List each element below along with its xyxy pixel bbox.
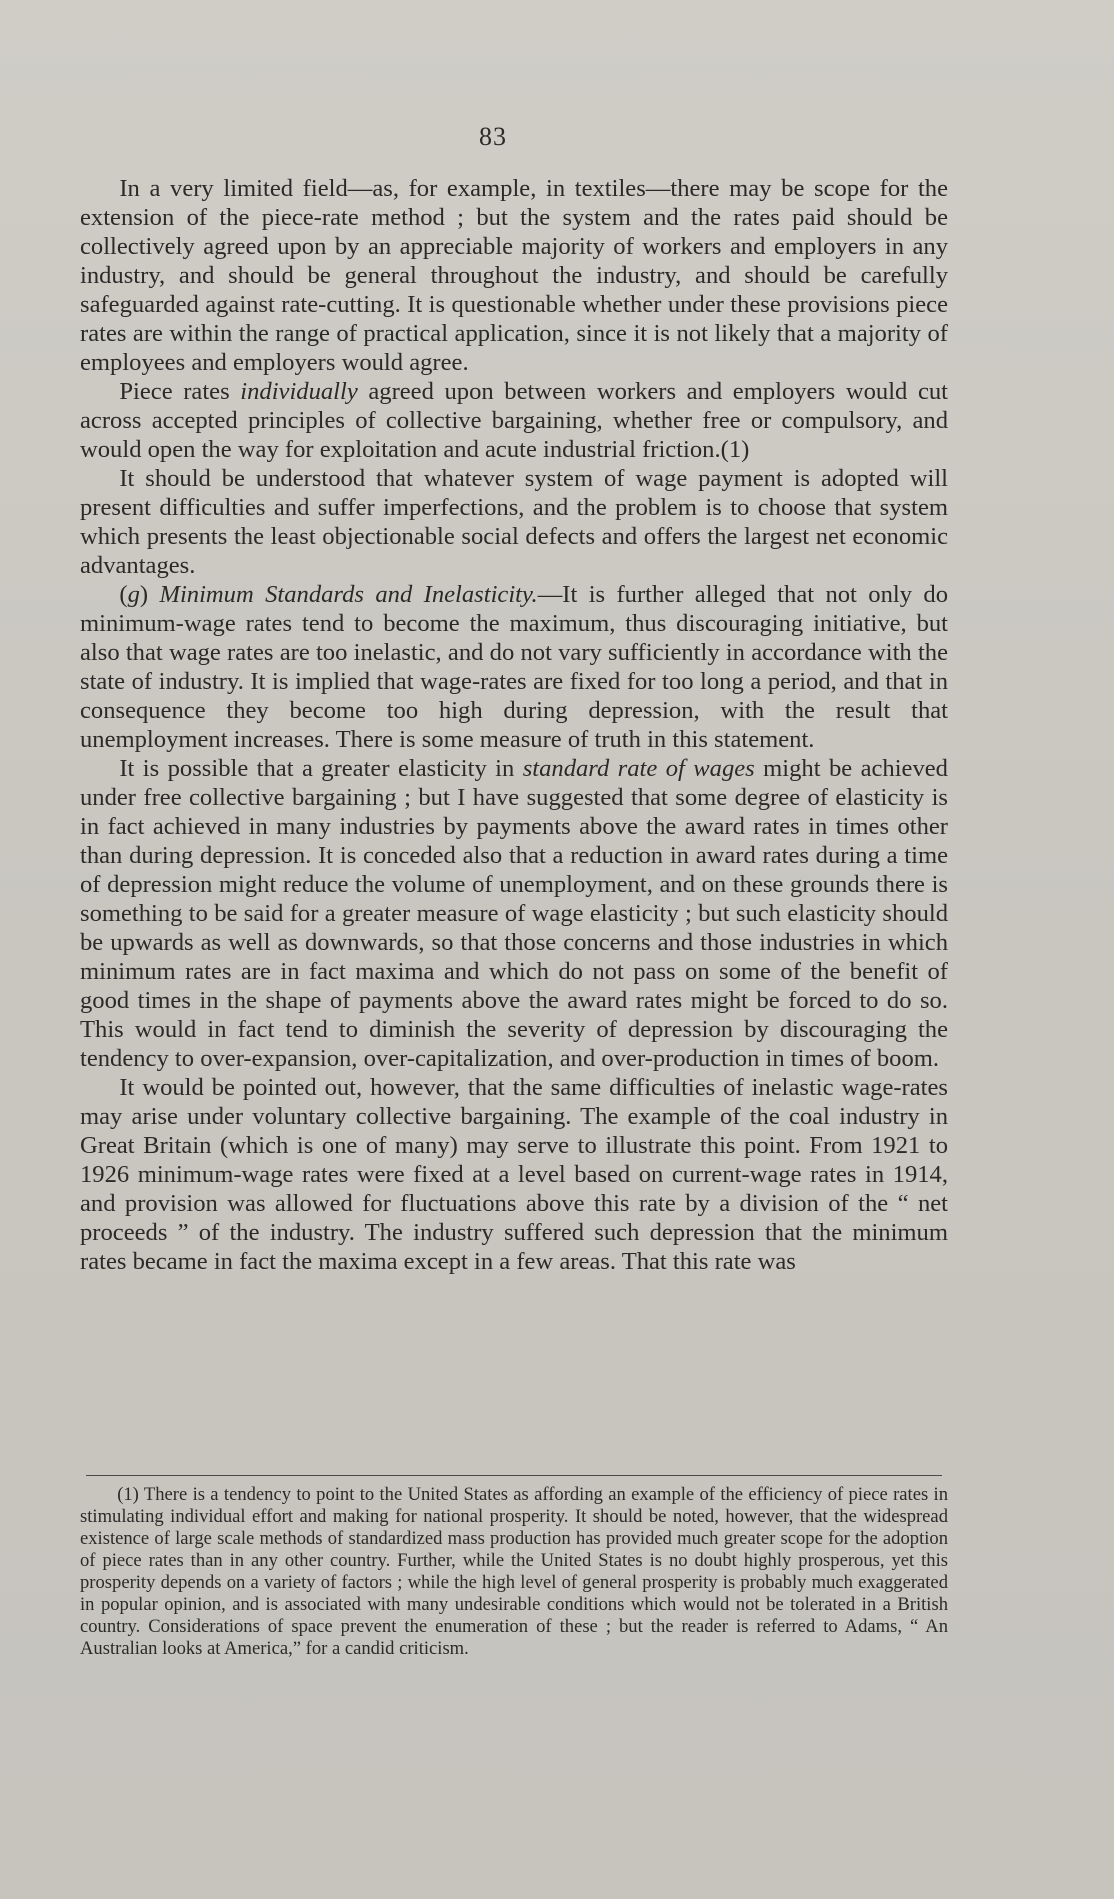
section-heading: Minimum Standards and Inelasticity. (159, 581, 538, 608)
footnote-divider (86, 1475, 942, 1476)
paragraph-text: ) (139, 581, 160, 608)
body-text (80, 174, 948, 1276)
page-number: 83 (479, 122, 507, 151)
section-letter: g (127, 581, 140, 608)
paragraph-text: It is possible that a greater elasticity in (119, 755, 523, 782)
paragraph-text: agreed upon between workers and employers would cut across accepted principles of collective bargaining, whether free or compulsory, and would open the way for exploitation and acute industrial friction.(1) (80, 378, 948, 463)
paragraph-individual-piece-rates (80, 377, 948, 464)
paragraph-minimum-standards (80, 580, 948, 754)
paragraph-text: Piece rates (119, 378, 241, 405)
emphasis-text: individually (240, 378, 358, 405)
footnote (80, 1484, 948, 1660)
paragraph-coal-industry: It would be pointed out, however, that the same difficulties of inelastic wage-rates may arise under voluntary collective bargaining. The example of the coal industry in Great Britain (which is one of many) may serve to illustrate this point. From 1921 to 1926 minimum-wage rates were fixed at a level based on current-wage rates in 1914, and provision was allowed for fluctuations above this rate by a division of the “ net proceeds ” of the industry. The industry suffered such depression that the minimum rates became in fact the maxima except in a few areas. That this rate was (80, 1074, 948, 1275)
paragraph-text: —It is further alleged that not only do minimum-wage rates tend to become the maximum, thus discouraging initiative, but also that wage rates are too inelastic, and do not vary sufficiently in accordance with the state of industry. It is implied that wage-rates are fixed for too long a period, and that in consequence they become too high during depression, with the result that unemployment increases. There is some measure of truth in this statement. (80, 581, 948, 753)
paragraph-text: ( (119, 581, 128, 608)
paragraph-elasticity (80, 754, 948, 1073)
footnote-text: (1) There is a tendency to point to the United States as affording an example of the efficiency of piece rates in stimulating individual effort and making for national prosperity. It should be noted, however, that the widespread existence of large scale methods of standardized mass production has provided much greater scope for the adoption of piece rates than in any other country. Further, while the United States is no doubt highly prosperous, yet this prosperity depends on a variety of factors ; while the high level of general prosperity is probably much exaggerated in popular opinion, and is associated with many undesirable conditions which would not be tolerated in a British country. Considerations of space prevent the enumeration of these ; but the reader is referred to Adams, “ An Australian looks at America,” for a candid criticism. (80, 1484, 948, 1659)
paragraph-text: might be achieved under free collective bargaining ; but I have suggested that some degree of elasticity is in fact achieved in many industries by payments above the award rates in times other than during depression. It is conceded also that a reduction in award rates during a time of depression might reduce the volume of unemployment, and on these grounds there is something to be said for a greater measure of wage elasticity ; but such elasticity should be upwards as well as downwards, so that those concerns and those industries in which minimum rates are in fact maxima and which do not pass on some of the benefit of good times in the shape of payments above the award rates might be forced to do so. This would in fact tend to diminish the severity of depression by discouraging the tendency to over-expansion, over-capitalization, and over-production in times of boom. (80, 755, 948, 1072)
emphasis-text: standard rate of wages (522, 755, 755, 782)
paragraph-piece-rate-scope: In a very limited field—as, for example, in textiles—there may be scope for the extension of the piece-rate method ; but the system and the rates paid should be collectively agreed upon by an appreciable majority of workers and employers in any industry, and should be general throughout the industry, and should be carefully safeguarded against rate-cutting. It is questionable whether under these provisions piece rates are within the range of practical application, since it is not likely that a majority of employees and employers would agree. (80, 175, 948, 376)
paragraph-wage-system-choice: It should be understood that whatever system of wage payment is adopted will present difficulties and suffer imperfections, and the problem is to choose that system which presents the least objectionable social defects and offers the largest net economic advantages. (80, 465, 948, 579)
